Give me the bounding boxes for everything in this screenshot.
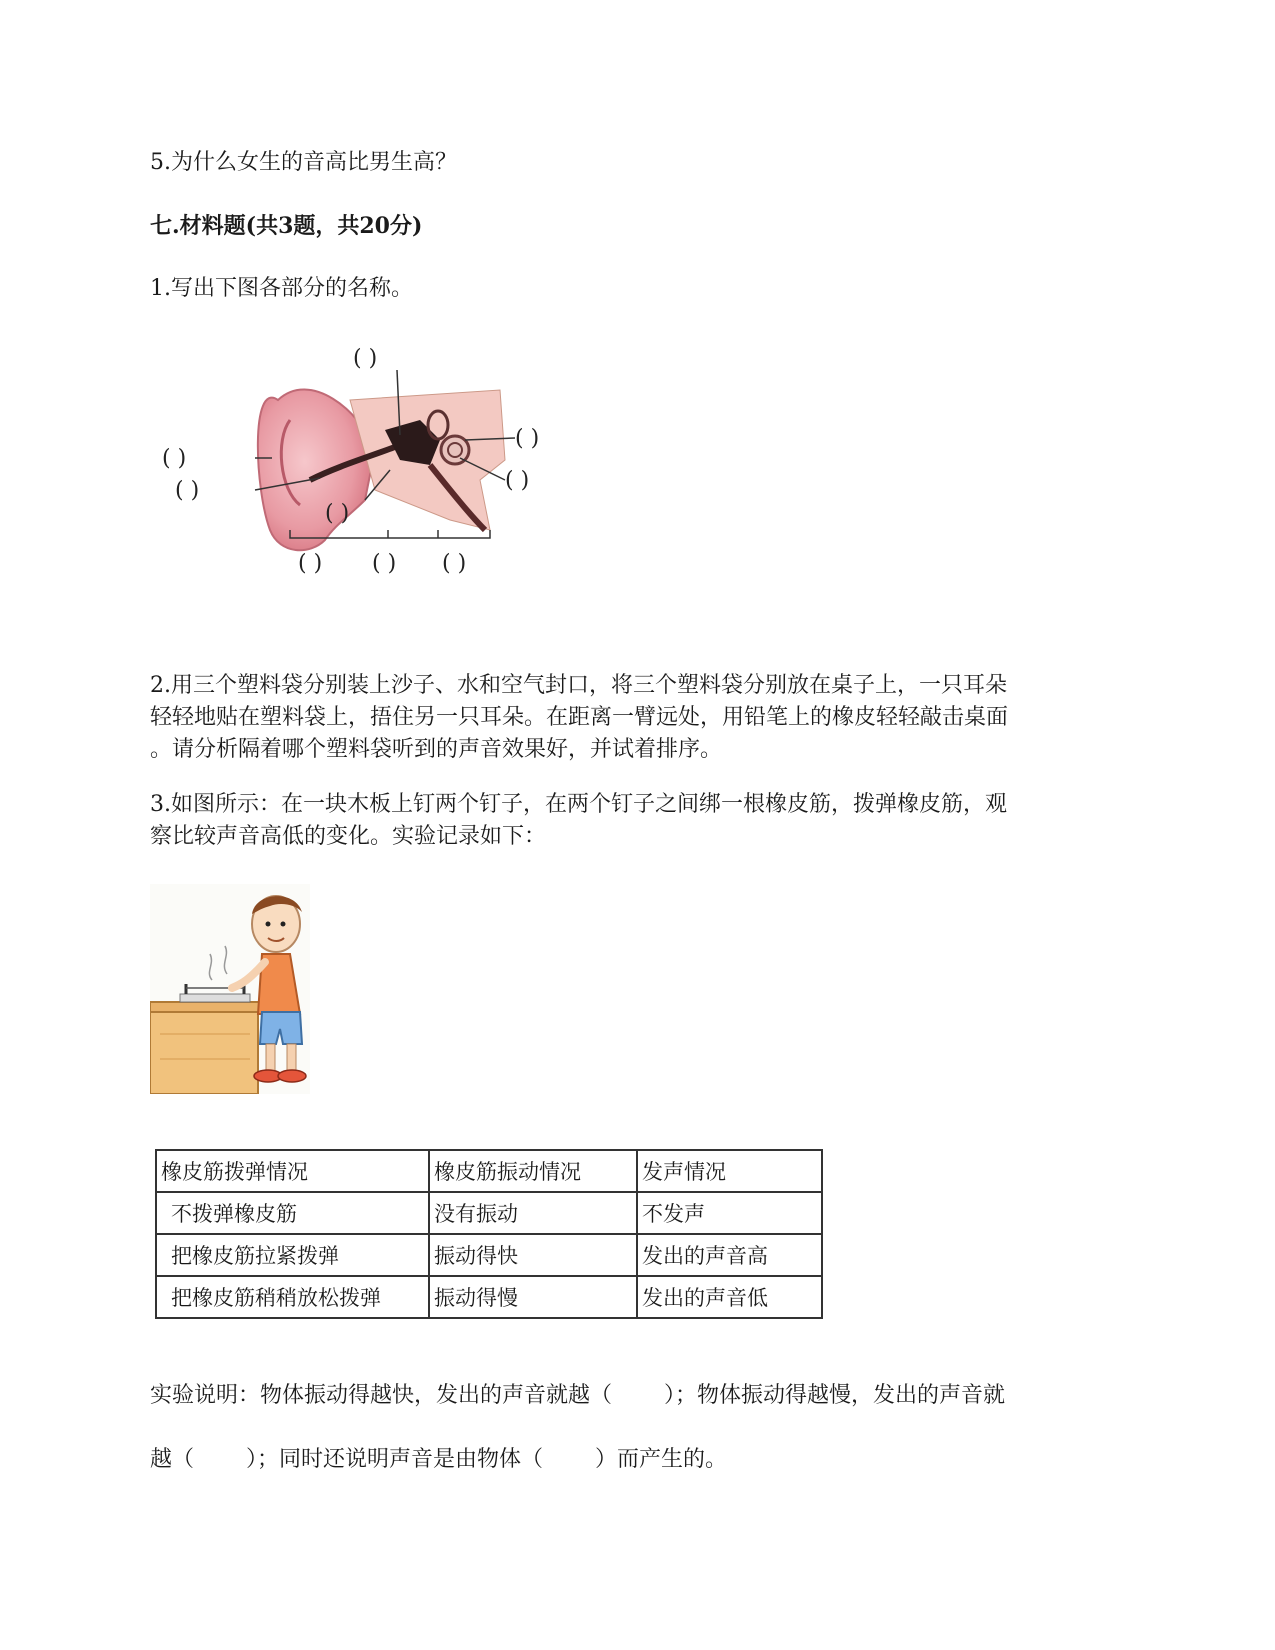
experiment-record-table	[155, 1149, 823, 1319]
table-cell: 发出的声音高	[637, 1234, 822, 1276]
ear-blank-bottom-3: ( )	[442, 551, 467, 576]
conclusion-text: ）而产生的。	[595, 1447, 728, 1472]
ear-blank-bottom-2: ( )	[372, 551, 397, 576]
table-cell: 不发声	[637, 1192, 822, 1234]
question-3-line-2: 察比较声音高低的变化。实验记录如下：	[150, 824, 547, 849]
section-7-title: 七.材料题(共3题，共20分)	[150, 213, 423, 239]
ear-blank-middle: ( )	[325, 501, 350, 526]
ear-blank-left-2: ( )	[175, 478, 200, 503]
table-cell: 把橡皮筋拉紧拨弹	[156, 1234, 429, 1276]
table-row	[156, 1234, 822, 1276]
conclusion-line-2	[150, 1444, 1120, 1476]
conclusion-text: ）；同时还说明声音是由物体（	[246, 1447, 544, 1472]
ear-blank-left-1: ( )	[162, 446, 187, 471]
ear-blank-right-1: ( )	[515, 426, 540, 451]
table-cell: 不拨弹橡皮筋	[156, 1192, 429, 1234]
table-cell: 振动得慢	[429, 1276, 637, 1318]
question-2-line-3: 。请分析隔着哪个塑料袋听到的声音效果好，并试着排序。	[150, 737, 723, 762]
table-cell: 发出的声音低	[637, 1276, 822, 1318]
question-2-line-1: 2.用三个塑料袋分别装上沙子、水和空气封口，将三个塑料袋分别放在桌子上，一只耳朵	[150, 673, 1007, 698]
conclusion-text: 实验说明：物体振动得越快，发出的声音就越（	[150, 1383, 613, 1408]
question-3-line-1: 3.如图所示：在一块木板上钉两个钉子，在两个钉子之间绑一根橡皮筋，拨弹橡皮筋，观	[150, 792, 1007, 817]
table-cell: 振动得快	[429, 1234, 637, 1276]
ear-blank-bottom-1: ( )	[298, 551, 323, 576]
table-header-cell: 橡皮筋振动情况	[429, 1150, 637, 1192]
conclusion-text: 越（	[150, 1447, 195, 1472]
table-cell: 把橡皮筋稍稍放松拨弹	[156, 1276, 429, 1318]
conclusion-text: ）；物体振动得越慢，发出的声音就	[664, 1383, 1006, 1408]
table-row	[156, 1192, 822, 1234]
table-header-row	[156, 1150, 822, 1192]
ear-blank-top: ( )	[353, 346, 378, 371]
table-header-cell: 发声情况	[637, 1150, 822, 1192]
boy-plucking-rubber-band-illustration	[150, 884, 310, 1094]
question-2-line-2: 轻轻地贴在塑料袋上，捂住另一只耳朵。在距离一臂远处，用铅笔上的橡皮轻轻敲击桌面	[150, 705, 1009, 730]
table-header-cell: 橡皮筋拨弹情况	[156, 1150, 429, 1192]
ear-anatomy-diagram	[160, 340, 640, 600]
table-row	[156, 1276, 822, 1318]
question-5: 5.为什么女生的音高比男生高？	[150, 150, 457, 175]
ear-blank-right-2: ( )	[505, 468, 530, 493]
question-1: 1.写出下图各部分的名称。	[150, 276, 413, 301]
table-cell: 没有振动	[429, 1192, 637, 1234]
conclusion-line-1	[150, 1380, 1120, 1412]
